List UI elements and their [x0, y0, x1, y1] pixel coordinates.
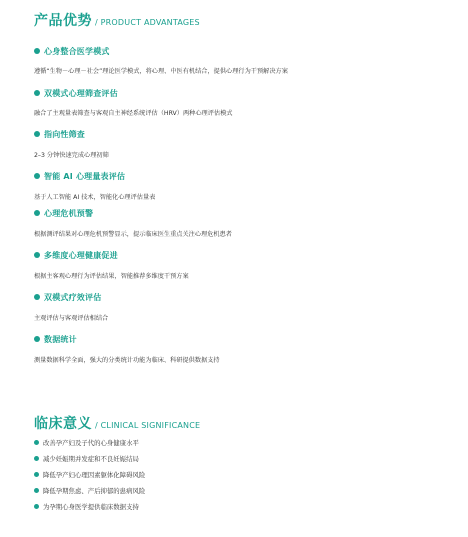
advantage-description: 根据测评结果对心理危机预警显示，提示临床医生重点关注心理危机患者 — [34, 231, 232, 238]
significance-item — [34, 453, 139, 463]
advantage-heading — [34, 333, 77, 345]
advantage-description: 遵循“生物－心理－社会”理论医学模式，将心理、中医有机结合，提供心理行为干预解决方案 — [34, 68, 288, 75]
advantage-description: 2–3 分钟快速完成心理初筛 — [34, 152, 109, 159]
significance-item — [34, 501, 139, 511]
advantage-heading-text: 数据统计 — [44, 334, 77, 344]
advantages-title-cn: 产品优势 — [34, 13, 92, 29]
significance-title-cn: 临床意义 — [34, 416, 92, 432]
advantages-title-en: / PRODUCT ADVANTAGES — [95, 18, 200, 27]
bullet-dot-icon — [34, 488, 39, 493]
bullet-dot-icon — [34, 504, 39, 509]
advantage-description: 根据主客观心理行为评估结果，智能推荐多维度干预方案 — [34, 273, 189, 280]
bullet-dot-icon — [34, 472, 39, 477]
advantage-heading — [34, 128, 85, 140]
advantages-title — [34, 10, 200, 30]
significance-title-en: / CLINICAL SIGNIFICANCE — [95, 421, 201, 430]
significance-item-text: 减少妊娠期并发症和不良妊娠结局 — [43, 454, 139, 463]
bullet-dot-icon — [34, 252, 40, 258]
significance-item-text: 降低孕产妇心理因素躯体化障碍风险 — [43, 470, 146, 479]
advantage-heading — [34, 207, 93, 219]
advantage-heading-text: 心身整合医学模式 — [44, 46, 110, 56]
bullet-dot-icon — [34, 90, 40, 96]
advantage-description: 基于人工智能 AI 技术，智能化心理评估量表 — [34, 194, 156, 201]
advantage-heading-text: 心理危机预警 — [44, 208, 94, 218]
significance-item-text: 为孕期心身医学提供临床数据支持 — [43, 502, 139, 511]
bullet-dot-icon — [34, 131, 40, 137]
advantage-heading-text: 智能 AI 心理量表评估 — [44, 171, 126, 181]
significance-title — [34, 413, 200, 433]
advantage-heading — [34, 45, 110, 57]
significance-item — [34, 485, 145, 495]
significance-item-text: 改善孕产妇及子代的心身健康水平 — [43, 438, 139, 447]
advantage-heading — [34, 291, 101, 303]
significance-item — [34, 437, 139, 447]
advantage-heading — [34, 87, 118, 99]
bullet-dot-icon — [34, 173, 40, 179]
bullet-dot-icon — [34, 294, 40, 300]
bullet-dot-icon — [34, 336, 40, 342]
bullet-dot-icon — [34, 440, 39, 445]
advantage-heading-text: 多维度心理健康促进 — [44, 250, 118, 260]
advantage-description: 测量数据科学全面，强大的分类统计功能为临床、科研提供数据支持 — [34, 357, 220, 364]
bullet-dot-icon — [34, 210, 40, 216]
advantage-heading-text: 指向性筛查 — [44, 129, 85, 139]
advantage-heading-text: 双模式心理筛查评估 — [44, 88, 118, 98]
advantage-heading — [34, 170, 125, 182]
advantage-description: 主观评估与客观评估相结合 — [34, 315, 109, 322]
advantage-description: 融合了主观量表筛查与客观自主神经系统评估（HRV）两种心理评估模式 — [34, 110, 233, 117]
significance-item — [34, 469, 145, 479]
bullet-dot-icon — [34, 48, 40, 54]
significance-item-text: 降低孕期焦虑、产后抑郁的患病风险 — [43, 486, 146, 495]
bullet-dot-icon — [34, 456, 39, 461]
advantage-heading-text: 双模式疗效评估 — [44, 292, 102, 302]
advantage-heading — [34, 249, 118, 261]
